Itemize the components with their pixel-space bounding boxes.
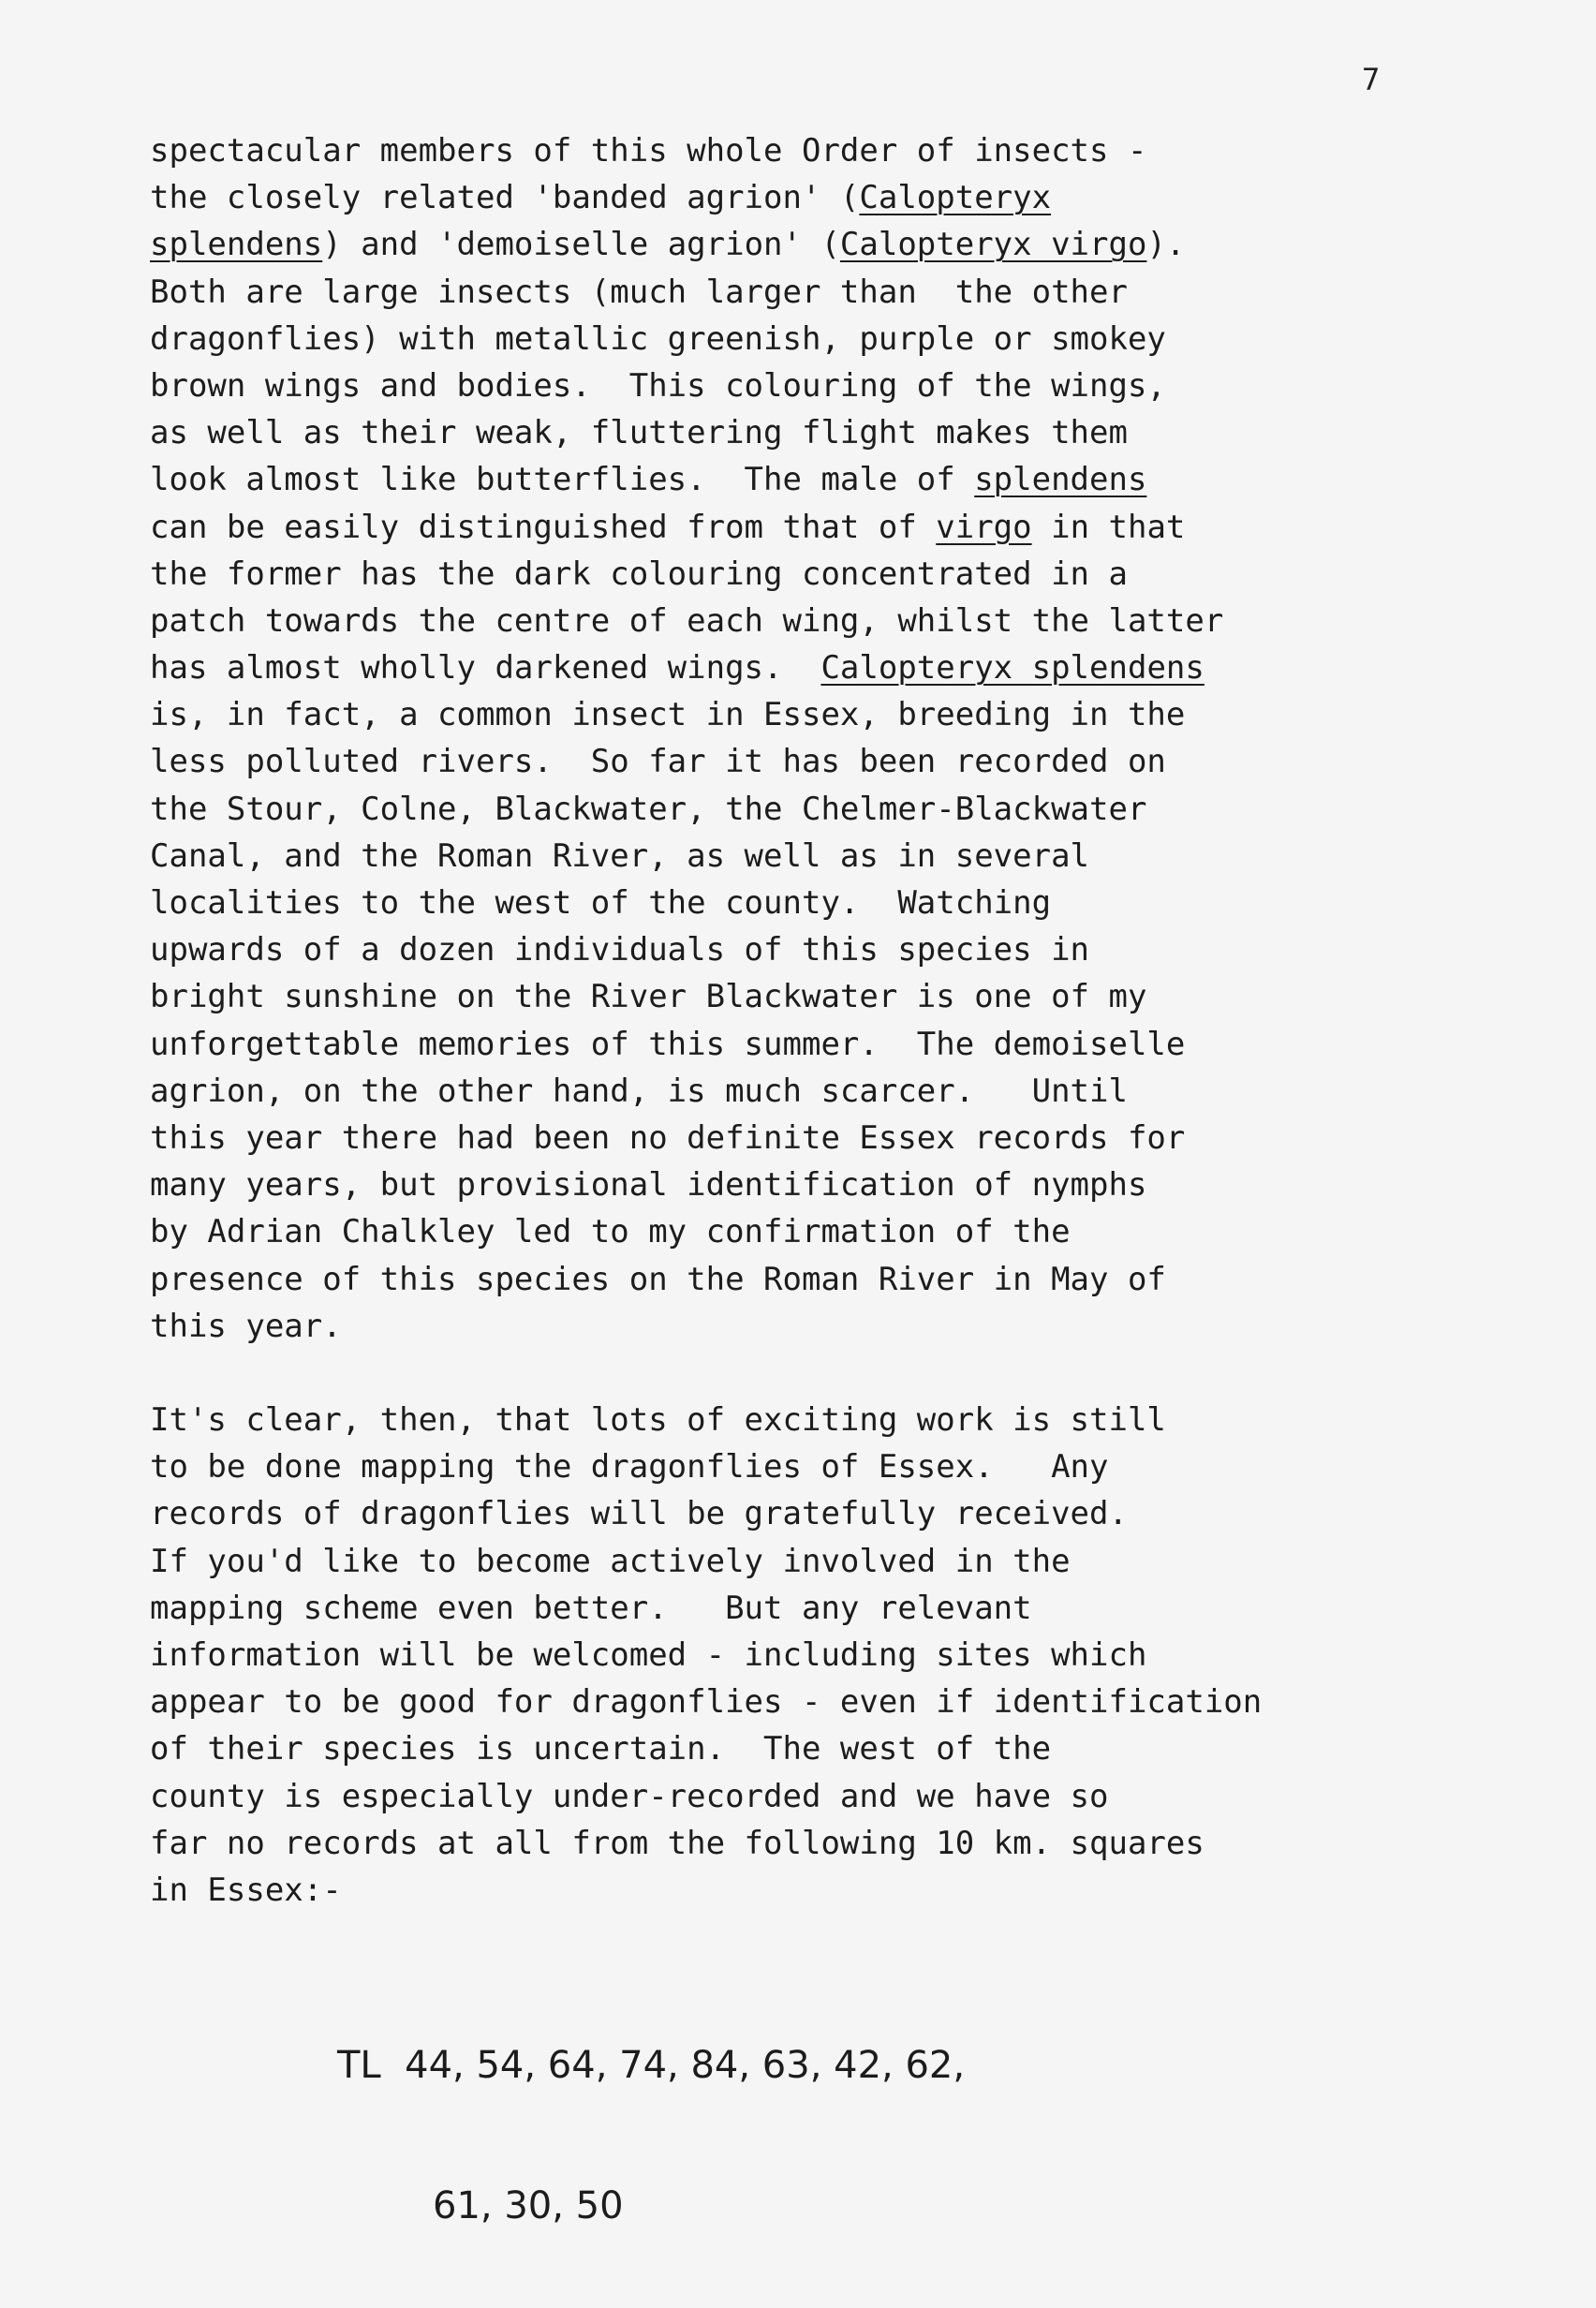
- text-segment: less polluted rivers. So far it has been recorded on: [150, 743, 1166, 781]
- text-segment: in Essex:-: [150, 1871, 342, 1909]
- text-segment: records of dragonflies will be gratefully received.: [150, 1495, 1128, 1533]
- grid-square-list: [337, 1948, 965, 2308]
- text-line: [150, 691, 1574, 738]
- text-segment: upwards of a dozen individuals of this species in: [150, 931, 1090, 969]
- text-segment: presence of this species on the Roman River in May of: [150, 1260, 1166, 1298]
- text-line: [150, 1725, 1574, 1772]
- text-segment: mapping scheme even better. But any relevant: [150, 1589, 1032, 1627]
- text-line: [150, 738, 1574, 785]
- text-line: [150, 973, 1574, 1020]
- text-line: [150, 221, 1574, 268]
- text-segment: county is especially under-recorded and we have so: [150, 1777, 1109, 1815]
- text-segment: ).: [1146, 226, 1186, 264]
- text-line: [150, 1021, 1574, 1068]
- text-segment: is, in fact, a common insect in Essex, breeding in the: [150, 696, 1186, 734]
- underlined-species-name: splendens: [974, 461, 1147, 499]
- text-line: [150, 174, 1574, 221]
- text-line: [150, 1632, 1574, 1679]
- text-line: [150, 1303, 1574, 1350]
- text-segment: this year.: [150, 1307, 342, 1345]
- text-segment: the Stour, Colne, Blackwater, the Chelmer-Blackwater: [150, 790, 1147, 828]
- text-segment: Both are large insects (much larger than the other: [150, 273, 1128, 311]
- text-line: [150, 644, 1574, 691]
- text-segment: Canal, and the Roman River, as well as in several: [150, 836, 1090, 875]
- text-segment: dragonflies) with metallic greenish, purple or smokey: [150, 319, 1166, 358]
- text-segment: has almost wholly darkened wings.: [150, 649, 821, 688]
- text-segment: brown wings and bodies. This colouring of the wings,: [150, 366, 1166, 405]
- body-text: [150, 127, 1574, 1914]
- text-line: [150, 1820, 1574, 1867]
- text-line: [150, 1397, 1574, 1443]
- text-line: [150, 1585, 1574, 1632]
- text-segment: spectacular members of this whole Order of insects -: [150, 132, 1147, 170]
- underlined-species-name: Calopteryx splendens: [820, 649, 1204, 688]
- text-line: [150, 409, 1574, 456]
- text-line: [150, 880, 1574, 926]
- text-segment: to be done mapping the dragonflies of Essex. Any: [150, 1448, 1109, 1487]
- text-segment: If you'd like to become actively involved in the: [150, 1542, 1071, 1580]
- text-line: [150, 833, 1574, 880]
- text-line: [150, 1773, 1574, 1820]
- text-line: [150, 1679, 1574, 1725]
- text-line: [150, 1068, 1574, 1115]
- text-line: [150, 1490, 1574, 1537]
- text-line: [150, 127, 1574, 174]
- text-segment: in that: [1031, 508, 1186, 546]
- text-line: [150, 786, 1574, 833]
- text-segment: unforgettable memories of this summer. The demoiselle: [150, 1025, 1186, 1063]
- text-line: [150, 456, 1574, 503]
- paragraph-break: [150, 1350, 1574, 1397]
- text-line: [150, 504, 1574, 551]
- text-segment: can be easily distinguished from that of: [150, 508, 937, 546]
- text-line: [150, 269, 1574, 316]
- text-line: [150, 1208, 1574, 1255]
- text-line: [150, 551, 1574, 598]
- text-line: [150, 1161, 1574, 1208]
- text-segment: by Adrian Chalkley led to my confirmation of the: [150, 1213, 1071, 1251]
- text-line: [150, 1115, 1574, 1161]
- text-line: [150, 1443, 1574, 1490]
- underlined-species-name: splendens: [150, 226, 323, 264]
- text-line: [150, 1538, 1574, 1585]
- text-line: [150, 1256, 1574, 1303]
- text-segment: bright sunshine on the River Blackwater is one of my: [150, 978, 1147, 1016]
- text-line: [150, 926, 1574, 973]
- text-segment: agrion, on the other hand, is much scarcer. Until: [150, 1072, 1128, 1110]
- text-segment: far no records at all from the following 10 km. squares: [150, 1824, 1204, 1862]
- text-segment: the former has the dark colouring concentrated in a: [150, 555, 1128, 593]
- text-line: [150, 598, 1574, 644]
- text-segment: localities to the west of the county. Watching: [150, 884, 1052, 922]
- text-segment: ) and 'demoiselle agrion' (: [322, 226, 840, 264]
- grid-square-line-1: TL 44, 54, 64, 74, 84, 63, 42, 62,: [337, 2044, 966, 2087]
- underlined-species-name: Calopteryx: [859, 179, 1052, 217]
- text-segment: patch towards the centre of each wing, whilst the latter: [150, 601, 1224, 640]
- underlined-species-name: virgo: [936, 508, 1032, 546]
- text-segment: as well as their weak, fluttering flight makes them: [150, 414, 1128, 452]
- text-segment: the closely related 'banded agrion' (: [150, 179, 860, 217]
- text-segment: this year there had been no definite Essex records for: [150, 1118, 1186, 1157]
- grid-square-line-2: 61, 30, 50: [433, 2184, 624, 2227]
- text-line: [150, 316, 1574, 362]
- page-number: 7: [1362, 62, 1381, 97]
- text-segment: information will be welcomed - including sites which: [150, 1636, 1147, 1674]
- text-line: [150, 362, 1574, 409]
- text-segment: look almost like butterflies. The male of: [150, 461, 975, 499]
- text-segment: of their species is uncertain. The west of the: [150, 1730, 1052, 1768]
- text-line: [150, 1867, 1574, 1914]
- underlined-species-name: Calopteryx virgo: [839, 226, 1147, 264]
- text-segment: appear to be good for dragonflies - even if identification: [150, 1683, 1263, 1722]
- text-segment: many years, but provisional identification of nymphs: [150, 1166, 1147, 1205]
- text-segment: It's clear, then, that lots of exciting work is still: [150, 1401, 1166, 1440]
